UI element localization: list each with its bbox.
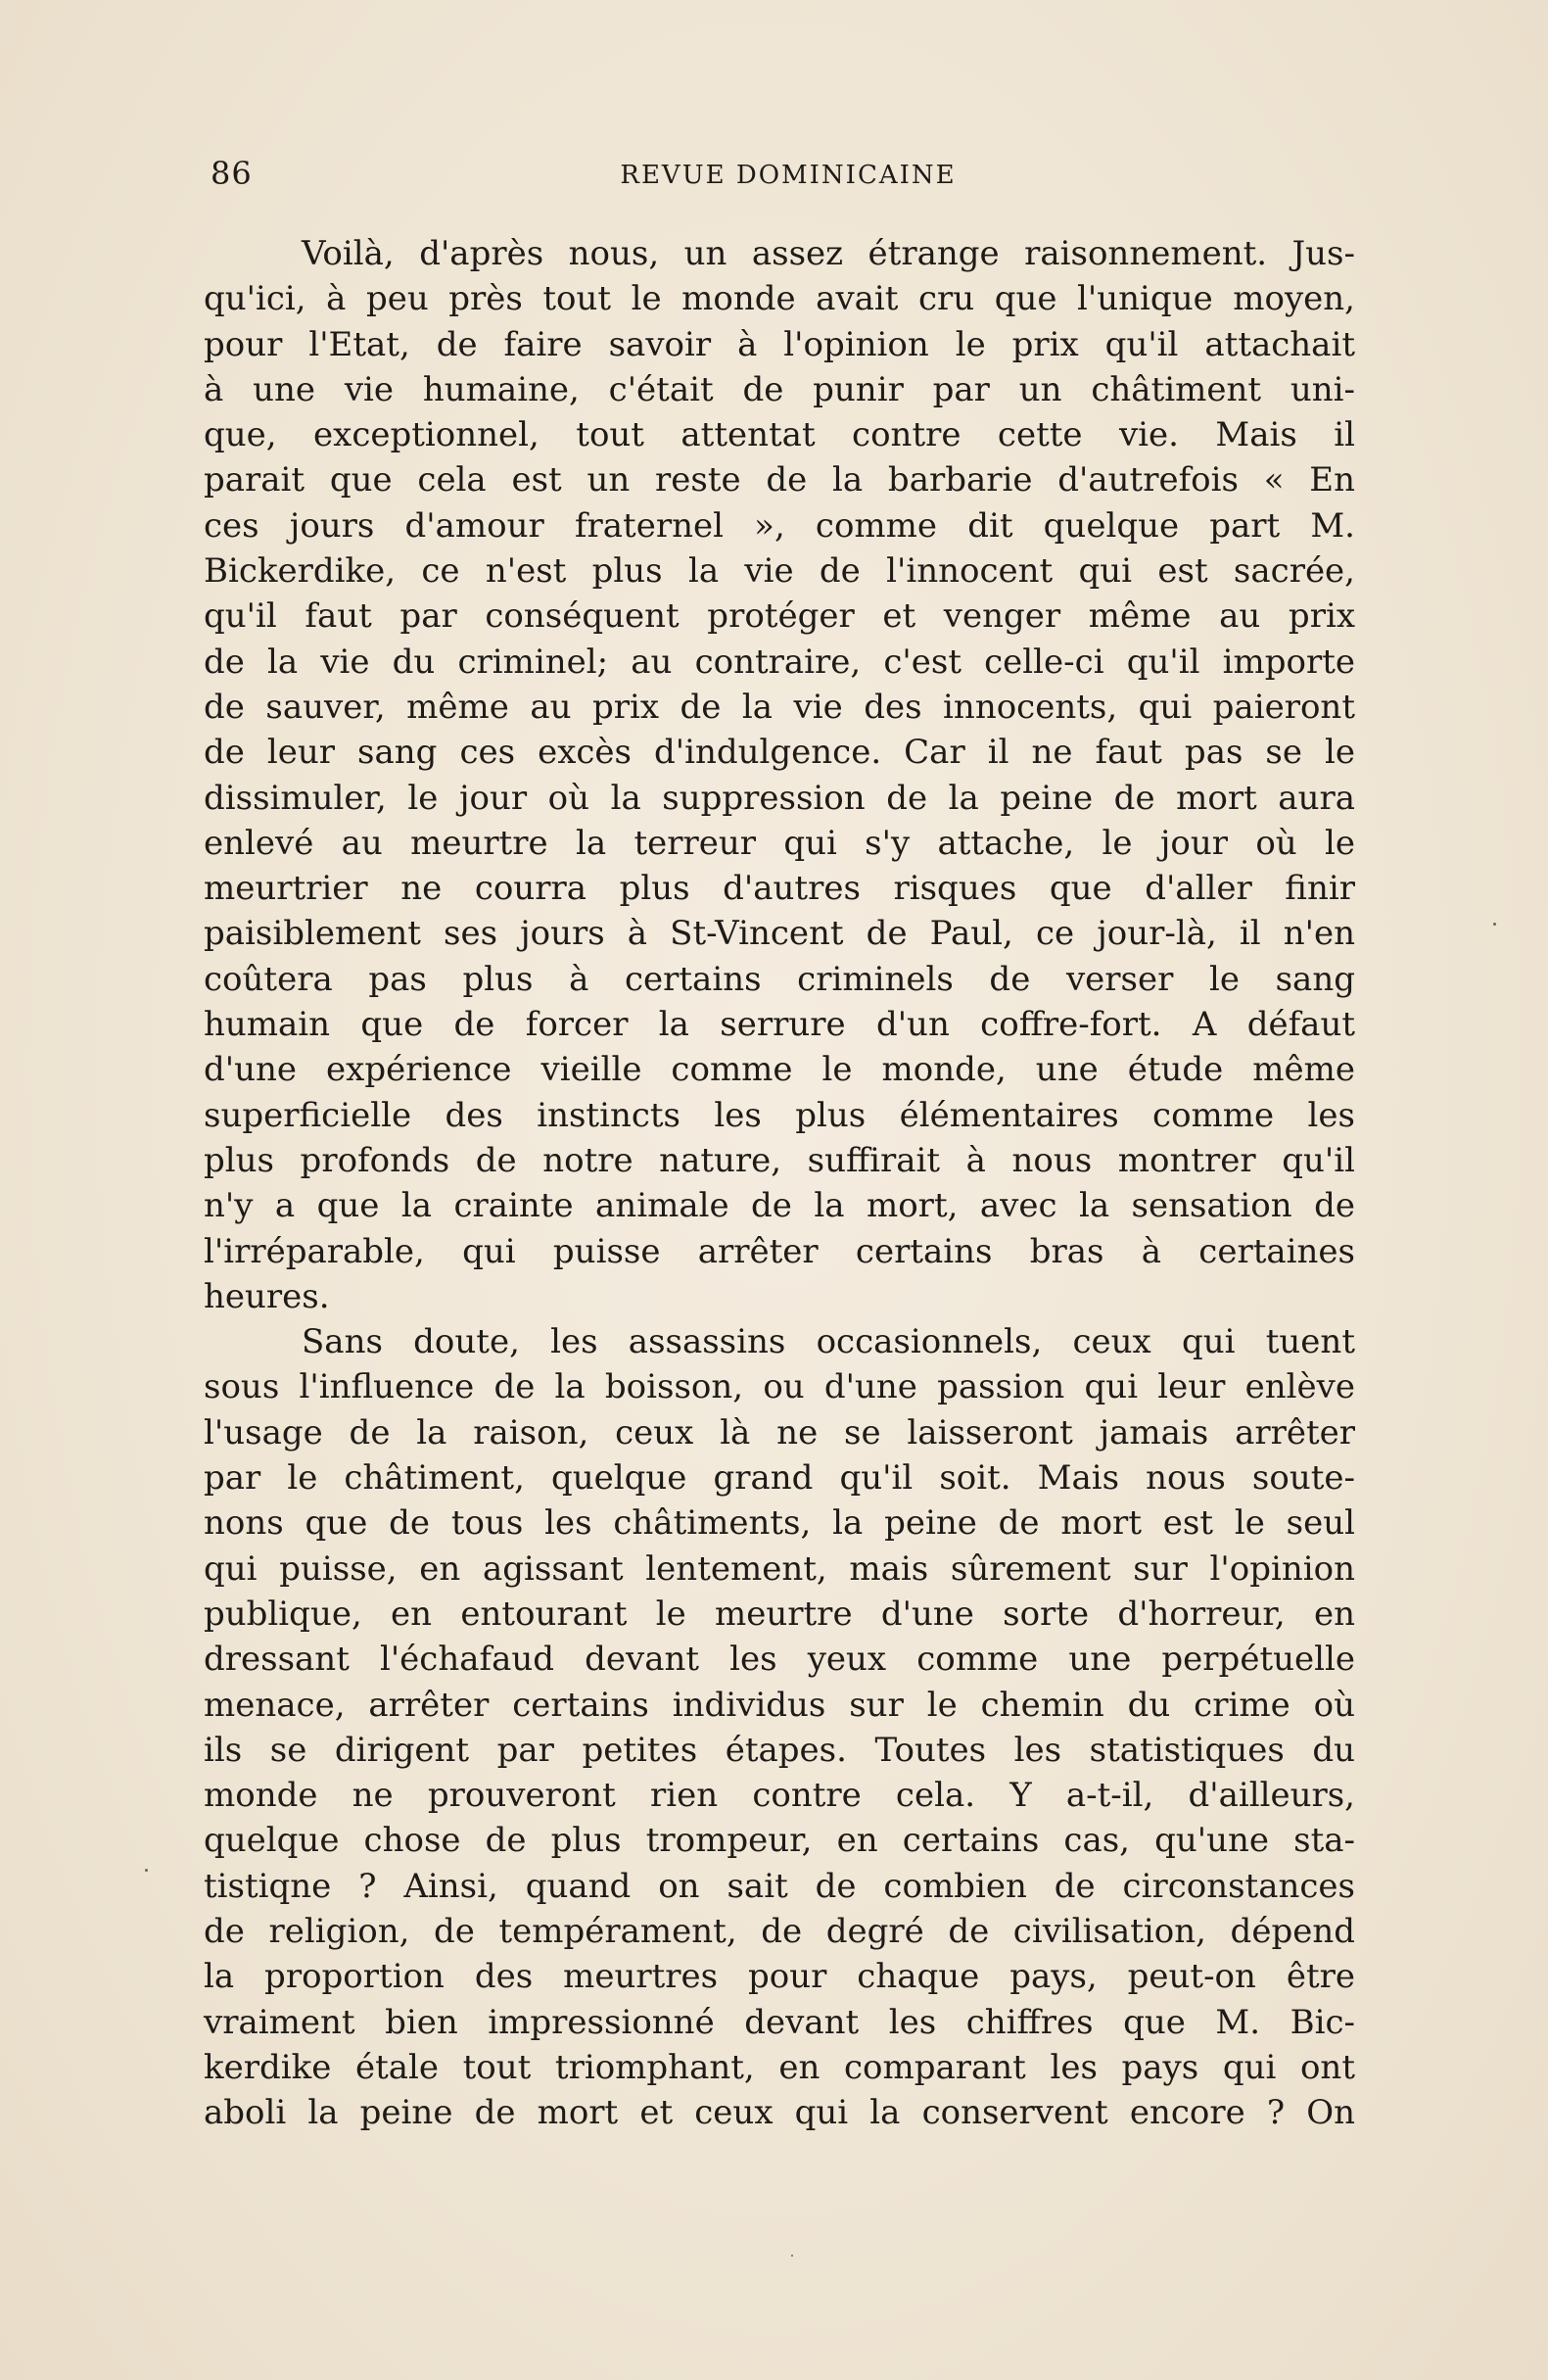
- text-line: paisiblement ses jours à St-Vincent de Paul, ce jour-là, il n'en: [204, 914, 1355, 954]
- text-line: plus profonds de notre nature, suffirait à nous montrer qu'il: [204, 1140, 1355, 1180]
- text-line: monde ne prouveront rien contre cela. Y a-t-il, d'ailleurs,: [204, 1776, 1355, 1816]
- text-line: vraiment bien impressionné devant les chiffres que M. Bic-: [204, 2002, 1355, 2042]
- text-line: n'y a que la crainte animale de la mort, avec la sensation de: [204, 1186, 1355, 1226]
- text-line: aboli la peine de mort et ceux qui la conservent encore ? On: [204, 2093, 1355, 2133]
- text-line: de leur sang ces excès d'indulgence. Car il ne faut pas se le: [204, 733, 1355, 773]
- text-line: d'une expérience vieille comme le monde, une étude même: [204, 1050, 1355, 1090]
- text-line: Bickerdike, ce n'est plus la vie de l'innocent qui est sacrée,: [204, 551, 1355, 592]
- page-header: [196, 149, 1381, 208]
- text-line: coûtera pas plus à certains criminels de verser le sang: [204, 959, 1355, 999]
- paper-speck: [1493, 923, 1496, 926]
- text-line: publique, en entourant le meurtre d'une sorte d'horreur, en: [204, 1594, 1355, 1634]
- text-line: l'irréparable, qui puisse arrêter certains bras à certaines: [204, 1231, 1355, 1271]
- text-line: qu'ici, à peu près tout le monde avait cru que l'unique moyen,: [204, 279, 1355, 319]
- paragraph-2: [204, 1319, 1355, 2135]
- text-line: Sans doute, les assassins occasionnels, ceux qui tuent: [302, 1322, 1355, 1362]
- text-line: heures.: [204, 1276, 330, 1316]
- text-line: pour l'Etat, de faire savoir à l'opinion le prix qu'il attachait: [204, 324, 1355, 364]
- text-line: ils se dirigent par petites étapes. Toutes les statistiques du: [204, 1730, 1355, 1770]
- text-line: dressant l'échafaud devant les yeux comme une perpétuelle: [204, 1640, 1355, 1680]
- text-line: ces jours d'amour fraternel », comme dit quelque part M.: [204, 505, 1355, 546]
- text-line: menace, arrêter certains individus sur le chemin du crime où: [204, 1685, 1355, 1725]
- paper-speck: [145, 1869, 148, 1872]
- text-line: nons que de tous les châtiments, la peine de mort est le seul: [204, 1503, 1355, 1544]
- text-line: que, exceptionnel, tout attentat contre cette vie. Mais il: [204, 415, 1355, 455]
- paragraph-1: [204, 231, 1355, 1319]
- text-line: meurtrier ne courra plus d'autres risques que d'aller finir: [204, 869, 1355, 909]
- text-line: l'usage de la raison, ceux là ne se laisseront jamais arrêter: [204, 1412, 1355, 1452]
- text-line: de sauver, même au prix de la vie des innocents, qui paieront: [204, 687, 1355, 727]
- text-line: qui puisse, en agissant lentement, mais sûrement sur l'opinion: [204, 1548, 1355, 1589]
- text-line: de la vie du criminel; au contraire, c'est celle-ci qu'il importe: [204, 642, 1355, 682]
- text-line: superficielle des instincts les plus élémentaires comme les: [204, 1095, 1355, 1135]
- text-line: kerdike étale tout triomphant, en comparant les pays qui ont: [204, 2047, 1355, 2087]
- text-line: par le châtiment, quelque grand qu'il soit. Mais nous soute-: [204, 1458, 1355, 1499]
- text-line: dissimuler, le jour où la suppression de la peine de mort aura: [204, 778, 1355, 818]
- page-number: 86: [211, 155, 253, 192]
- text-line: Voilà, d'après nous, un assez étrange raisonnement. Jus-: [302, 234, 1355, 273]
- text-line: à une vie humaine, c'était de punir par un châtiment uni-: [204, 369, 1355, 409]
- body-text: [204, 231, 1355, 2135]
- running-title: REVUE DOMINICAINE: [620, 161, 957, 190]
- text-line: quelque chose de plus trompeur, en certains cas, qu'une sta-: [204, 1821, 1355, 1861]
- text-line: enlevé au meurtre la terreur qui s'y attache, le jour où le: [204, 823, 1355, 863]
- text-line: de religion, de tempérament, de degré de civilisation, dépend: [204, 1911, 1355, 1951]
- text-line: parait que cela est un reste de la barbarie d'autrefois « En: [204, 460, 1355, 500]
- paper-speck: [791, 2255, 793, 2257]
- text-line: sous l'influence de la boisson, ou d'une passion qui leur enlève: [204, 1367, 1355, 1407]
- text-line: humain que de forcer la serrure d'un coffre-fort. A défaut: [204, 1005, 1355, 1045]
- text-line: la proportion des meurtres pour chaque pays, peut-on être: [204, 1957, 1355, 1997]
- text-line: tistiqne ? Ainsi, quand on sait de combien de circonstances: [204, 1866, 1355, 1906]
- text-line: qu'il faut par conséquent protéger et venger même au prix: [204, 596, 1355, 637]
